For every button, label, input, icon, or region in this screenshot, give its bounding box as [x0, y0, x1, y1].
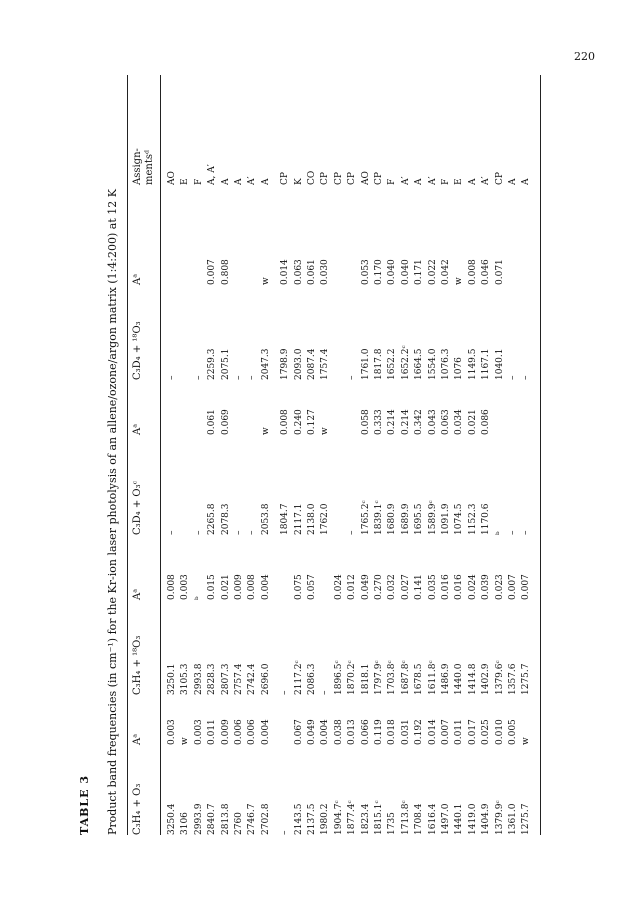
table-cell: ᵇ	[193, 596, 204, 600]
table-cell: 0.021	[220, 574, 231, 600]
table-cell: 1275.7	[521, 803, 532, 835]
table-cell: 0.021	[467, 409, 478, 435]
table-cell: A	[508, 178, 518, 185]
table-cell: 0.270	[374, 574, 384, 600]
table-cell: 1798.9	[280, 348, 291, 380]
table-cell: 0.040	[387, 259, 398, 285]
header-c3h4-o3: C₃H₄ + O₃	[132, 783, 143, 835]
table-cell: 1870.2ᶜ	[347, 660, 358, 695]
table-cell: 0.005	[508, 719, 518, 745]
table-cell: 1497.0	[441, 803, 451, 835]
table-cell: 0.007	[508, 574, 518, 600]
table-cell: 0.024	[467, 574, 478, 600]
table-cell: 0.061	[307, 259, 317, 285]
table-cell: 1440.0	[454, 663, 465, 695]
table-cell: 0.006	[247, 719, 258, 745]
table-cell: 1275.7	[521, 663, 532, 695]
table-cell: –	[193, 530, 204, 535]
table-cell: 1664.5	[414, 348, 425, 380]
table-cell: 1695.5	[414, 503, 425, 535]
table-cell: A′	[247, 176, 258, 185]
table-cell: 1839.1ᶜ	[374, 500, 384, 535]
table-cell: 1611.8ᶜ	[427, 660, 438, 695]
table-cell: 1765.2ᶜ	[360, 500, 371, 535]
table-cell: 0.030	[320, 259, 331, 285]
table-cell: 1680.9	[387, 503, 398, 535]
table-cell: 3106	[180, 812, 191, 835]
table-cell: F	[441, 178, 451, 185]
table-cell: 0.342	[414, 409, 425, 435]
table-cell: 2047.3	[260, 348, 271, 380]
table-cell: 1152.3	[467, 503, 478, 535]
table-cell: w	[180, 737, 191, 745]
table-row	[233, 75, 245, 835]
table-row	[179, 75, 191, 835]
table-cell: w	[260, 427, 271, 435]
table-cell: 0.039	[481, 574, 492, 600]
table-cell: 0.012	[347, 574, 358, 600]
table-caption: Product band frequencies (in cm⁻¹) for the Kr-ion laser photolysis of an allene/ozone/argon matrix (1:4:200) at 12 K	[106, 189, 119, 835]
table-cell: 1761.0	[360, 348, 371, 380]
table-cell: 1818.1	[360, 663, 371, 695]
table-cell: CP	[280, 172, 291, 185]
table-cell: 2087.4	[307, 348, 317, 380]
table-cell: 0.043	[427, 409, 438, 435]
table-row	[206, 75, 218, 835]
table-cell: 0.119	[374, 719, 384, 745]
table-cell: 0.008	[467, 259, 478, 285]
table-cell: –	[247, 530, 258, 535]
table-cell: 1170.6	[481, 503, 492, 535]
table-cell: 0.014	[280, 259, 291, 285]
table-cell: 1419.0	[467, 803, 478, 835]
table-cell: 1823.4	[360, 803, 371, 835]
table-cell: 0.214	[400, 409, 411, 435]
table-cell: 0.017	[467, 719, 478, 745]
table-cell: F	[193, 178, 204, 185]
table-cell: 1076	[454, 357, 465, 380]
table-cell: –	[347, 530, 358, 535]
table-cell: 1149.5	[467, 348, 478, 380]
table-cell: –	[234, 530, 244, 535]
table-cell: 2760	[234, 812, 244, 835]
table-row	[346, 75, 358, 835]
table-cell: 1678.5	[414, 663, 425, 695]
table-cell: 2138.0	[307, 503, 317, 535]
table-cell: A	[220, 178, 231, 185]
table-cell: CP	[374, 172, 384, 185]
table-cell: w	[454, 277, 465, 285]
table-cell: 0.009	[220, 719, 231, 745]
table-cell: 0.009	[234, 574, 244, 600]
table-cell: 2993.8	[193, 663, 204, 695]
table-cell: 3105.3	[180, 663, 191, 695]
table-row	[193, 75, 205, 835]
table-cell: 0.032	[387, 574, 398, 600]
table-cell: –	[234, 375, 244, 380]
table-cell: 0.057	[307, 574, 317, 600]
table-cell: –	[167, 530, 177, 535]
table-cell: 2813.8	[220, 803, 231, 835]
table-cell: 0.038	[333, 719, 344, 745]
table-cell: 1762.0	[320, 503, 331, 535]
table-cell: 0.006	[234, 719, 244, 745]
table-cell: 0.049	[307, 719, 317, 745]
table-cell: –	[167, 375, 177, 380]
header-c3d4-18o3: C₃D₄ + ¹⁸O₃	[132, 321, 143, 380]
table-row	[413, 75, 425, 835]
table-cell: 1040.1	[494, 348, 505, 380]
table-cell: 1554.0	[427, 348, 438, 380]
table-cell: 2143.5	[293, 803, 304, 835]
table-cell: 0.003	[167, 719, 177, 745]
table-cell: 0.808	[220, 259, 231, 285]
table-cell: 2746.7	[247, 803, 258, 835]
table-row	[520, 75, 532, 835]
table-cell: CP	[494, 172, 505, 185]
table-cell: CO	[307, 170, 317, 185]
table-cell: F	[387, 178, 398, 185]
table-cell: –	[347, 375, 358, 380]
table-cell: 0.007	[521, 574, 532, 600]
table-cell: A′	[400, 176, 411, 185]
table-cell: 0.046	[481, 259, 492, 285]
header-absorbance-1: Aᵃ	[132, 733, 143, 745]
table-cell: –	[521, 530, 532, 535]
table-cell: –	[320, 690, 331, 695]
table-cell: 1091.9	[441, 503, 451, 535]
table-cell: 0.007	[441, 719, 451, 745]
table-cell: 0.333	[374, 409, 384, 435]
table-cell: 0.031	[400, 719, 411, 745]
table-cell: A	[467, 178, 478, 185]
table-cell: 0.061	[207, 409, 218, 435]
table-cell: –	[508, 530, 518, 535]
table-cell: 0.067	[293, 719, 304, 745]
table-cell: 2137.5	[307, 803, 317, 835]
table-cell: 0.035	[427, 574, 438, 600]
table-cell: 0.008	[280, 409, 291, 435]
table-row	[480, 75, 492, 835]
table-cell: 1804.7	[280, 503, 291, 535]
table-cell: w	[320, 427, 331, 435]
table-cell: –	[247, 375, 258, 380]
table-cell: 0.042	[441, 259, 451, 285]
table-cell: 2093.0	[293, 348, 304, 380]
table-cell: 0.018	[387, 719, 398, 745]
table-cell: 2840.7	[207, 803, 218, 835]
table-cell: 1652.2	[387, 348, 398, 380]
table-cell: 1361.0	[508, 803, 518, 835]
table-row	[260, 75, 272, 835]
table-cell: 2742.4	[247, 663, 258, 695]
table-cell: 1877.4ᶜ	[347, 800, 358, 835]
table-cell: 0.040	[400, 259, 411, 285]
table-cell: 0.013	[347, 719, 358, 745]
table-cell: CP	[320, 172, 331, 185]
table-row	[333, 75, 345, 835]
table-cell: 1414.8	[467, 663, 478, 695]
table-cell: 0.058	[360, 409, 371, 435]
table-cell: 2993.9	[193, 803, 204, 835]
table-row	[427, 75, 439, 835]
table-row	[467, 75, 479, 835]
table-cell: 0.066	[360, 719, 371, 745]
table-cell: 0.214	[387, 409, 398, 435]
table-cell: 3250.1	[167, 663, 177, 695]
header-absorbance-3: Aᵃ	[132, 423, 143, 435]
table-cell: 0.011	[454, 719, 465, 745]
table-cell: 2117.1	[293, 503, 304, 535]
table-cell: –	[508, 375, 518, 380]
table-cell: 0.034	[454, 409, 465, 435]
table-row	[494, 75, 506, 835]
table-label: TABLE 3	[78, 774, 91, 835]
table-row	[440, 75, 452, 835]
table-cell: CP	[333, 172, 344, 185]
table-cell: 0.063	[293, 259, 304, 285]
table-row	[293, 75, 305, 835]
table-cell: 0.015	[207, 574, 218, 600]
table-cell: 2702.8	[260, 803, 271, 835]
table-row	[279, 75, 291, 835]
table-cell: 2757.4	[234, 663, 244, 695]
table-bottom-rule	[540, 75, 541, 835]
table-cell: 1357.6	[508, 663, 518, 695]
table-cell: 2075.1	[220, 348, 231, 380]
table-cell: 0.022	[427, 259, 438, 285]
table-cell: 1379.9ᶜ	[494, 800, 505, 835]
table-cell: 0.007	[207, 259, 218, 285]
table-cell: 0.023	[494, 574, 505, 600]
table-cell: 0.127	[307, 409, 317, 435]
table-cell: 1486.9	[441, 663, 451, 695]
table-cell: 1652.2ᶜ	[400, 345, 411, 380]
table-cell: 2053.8	[260, 503, 271, 535]
table-row	[453, 75, 465, 835]
table-cell: –	[280, 690, 291, 695]
table-cell: 1703.8ᶜ	[387, 660, 398, 695]
table-cell: 2086.3	[307, 663, 317, 695]
table-cell: A	[521, 178, 532, 185]
table-cell: 0.016	[454, 574, 465, 600]
table-cell: 0.004	[260, 574, 271, 600]
table-cell: 1735	[387, 812, 398, 835]
table-cell: K	[293, 178, 304, 185]
table-cell: 1616.4	[427, 803, 438, 835]
table-cell: 0.192	[414, 719, 425, 745]
table-cell: 1689.9	[400, 503, 411, 535]
header-c3d4-o3: C₃D₄ + O₃ᶜ	[132, 480, 143, 535]
table-cell: 0.075	[293, 574, 304, 600]
table-cell: 0.170	[374, 259, 384, 285]
table-cell: A	[260, 178, 271, 185]
table-cell: 0.003	[180, 574, 191, 600]
table-cell: 1589.9ᶜ	[427, 500, 438, 535]
table-cell: 0.008	[247, 574, 258, 600]
table-cell: 0.027	[400, 574, 411, 600]
table-cell: 0.049	[360, 574, 371, 600]
table-cell: 1687.8ᶜ	[400, 660, 411, 695]
table-cell: 2259.3	[207, 348, 218, 380]
table-cell: 3250.4	[167, 803, 177, 835]
table-cell: 1404.9	[481, 803, 492, 835]
table-cell: A, A′	[207, 164, 218, 185]
table-cell: 1815.1ᶜ	[374, 800, 384, 835]
table-row	[246, 75, 258, 835]
table-cell: A	[414, 178, 425, 185]
table-cell: –	[521, 375, 532, 380]
table-cell: 0.014	[427, 719, 438, 745]
table-row	[220, 75, 232, 835]
table-cell: E	[180, 178, 191, 185]
table-cell: 2828.3	[207, 663, 218, 695]
header-c3h4-18o3: C₃H₄ + ¹⁸O₃	[132, 635, 143, 695]
table-cell: 0.010	[494, 719, 505, 745]
table-cell: 1896.5ᶜ	[333, 660, 344, 695]
table-cell: 0.240	[293, 409, 304, 435]
table-cell: 0.086	[481, 409, 492, 435]
table-row	[507, 75, 519, 835]
page-number: 220	[574, 50, 595, 63]
header-absorbance-2: Aᵃ	[132, 588, 143, 600]
table-cell: 0.003	[193, 719, 204, 745]
table-row	[360, 75, 372, 835]
header-absorbance-4: Aᵃ	[132, 273, 143, 285]
table-cell: 0.171	[414, 259, 425, 285]
table-cell: 0.053	[360, 259, 371, 285]
table-cell: 2696.0	[260, 663, 271, 695]
table-cell: 1076.3	[441, 348, 451, 380]
table-cell: 0.004	[260, 719, 271, 745]
table-cell: 1817.8	[374, 348, 384, 380]
table-cell: A′	[427, 176, 438, 185]
table-cell: 0.069	[220, 409, 231, 435]
table-cell: 2265.8	[207, 503, 218, 535]
table-header-rule	[160, 75, 161, 835]
table-top-rule	[127, 75, 128, 835]
table-cell: AO	[167, 171, 177, 185]
table-cell: 0.011	[207, 719, 218, 745]
table-row	[386, 75, 398, 835]
table-cell: 0.024	[333, 574, 344, 600]
table-cell: 0.016	[441, 574, 451, 600]
table-cell: 1757.4	[320, 348, 331, 380]
table-row	[319, 75, 331, 835]
table-cell: 0.071	[494, 259, 505, 285]
table-cell: 0.025	[481, 719, 492, 745]
table-cell: w	[521, 737, 532, 745]
table-cell: 2807.3	[220, 663, 231, 695]
table-cell: 0.004	[320, 719, 331, 745]
table-cell: ᵇ	[494, 531, 505, 535]
table-cell: –	[280, 830, 291, 835]
table-row	[400, 75, 412, 835]
table-cell: 0.008	[167, 574, 177, 600]
table-cell: 1904.7ᶜ	[333, 800, 344, 835]
table-cell: 1980.2	[320, 803, 331, 835]
table-cell: E	[454, 178, 465, 185]
table-cell: 1379.6ᶜ	[494, 660, 505, 695]
table-cell: 1713.8ᶜ	[400, 800, 411, 835]
table-cell: –	[193, 375, 204, 380]
table-cell: 0.063	[441, 409, 451, 435]
table-cell: 1402.9	[481, 663, 492, 695]
table-cell: A′	[481, 176, 492, 185]
header-assignments: Assign- mentsᵈ	[132, 148, 155, 185]
table-row	[166, 75, 178, 835]
table-cell: 1074.5	[454, 503, 465, 535]
table-cell: 0.141	[414, 574, 425, 600]
rotated-table-block	[78, 65, 598, 835]
table-cell: AO	[360, 171, 371, 185]
table-cell: w	[260, 277, 271, 285]
table-cell: 2117.2ᶜ	[293, 660, 304, 695]
table-cell: 2078.3	[220, 503, 231, 535]
table-cell: CP	[347, 172, 358, 185]
table-cell: 1440.1	[454, 803, 465, 835]
table-cell: 1797.9ᶜ	[374, 660, 384, 695]
table-row	[373, 75, 385, 835]
table-cell: 1708.4	[414, 803, 425, 835]
table-row	[306, 75, 318, 835]
table-cell: A	[234, 178, 244, 185]
table-cell: 1167.1	[481, 348, 492, 380]
